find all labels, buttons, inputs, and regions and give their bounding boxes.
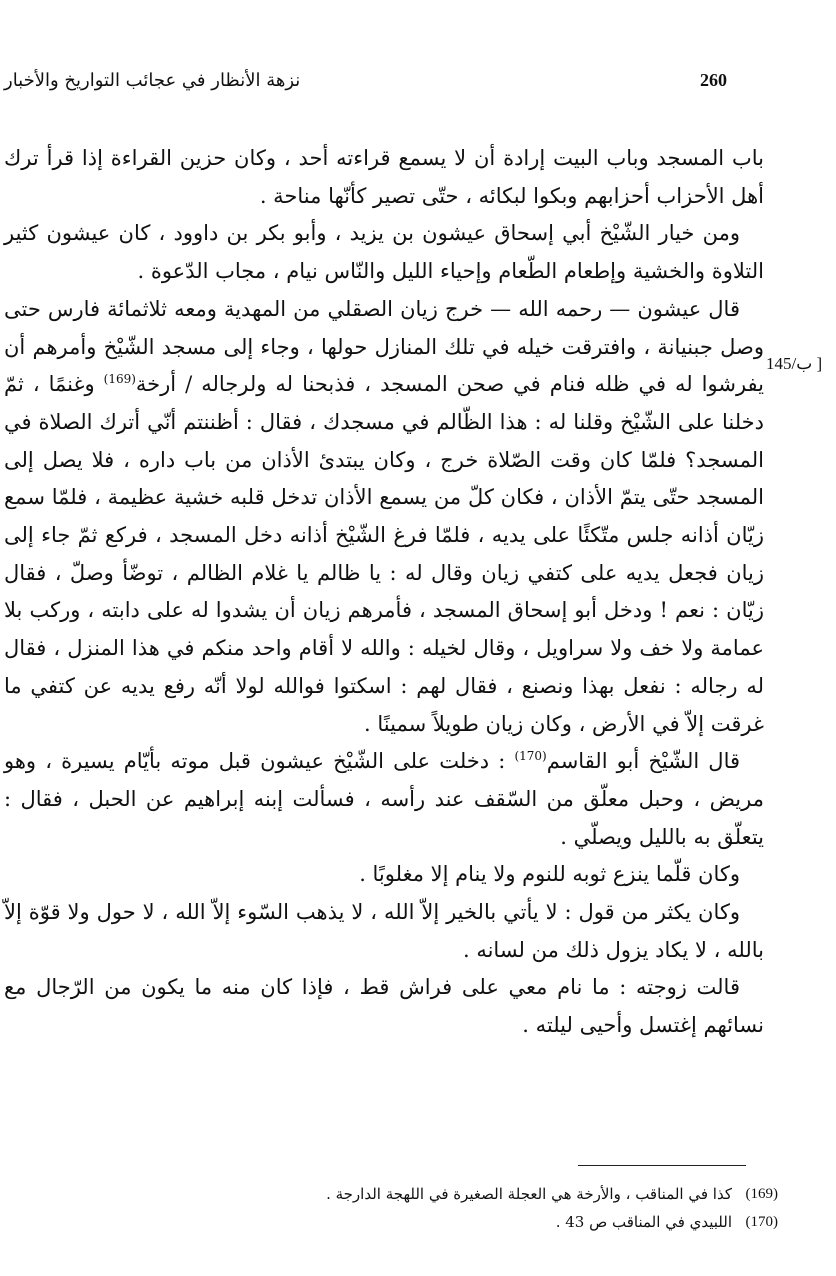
footnote-text: كذا في المناقب ، والأرخة هي العجلة الصغيرة في اللهجة الدارجة . (326, 1185, 732, 1203)
text-line: فقال : يتعلّق به بالليل ويصلّي . (4, 786, 764, 849)
text-line: رفع يديه عن كتفي ما غرقت إلاّ في الأرض ، وكان زيان طويلاً سمينًا . (4, 673, 764, 736)
footnote-170 (200, 1208, 778, 1236)
text-line: كثير التلاوة والخشية وإطعام الطّعام وإحياء الليل والنّاس نيام ، مجاب الدّعوة . (4, 221, 764, 284)
footnote-ref-170: (170) (514, 749, 547, 764)
text-line: نسائهم إغتسل وأحيى ليلته . (522, 1013, 764, 1038)
page-number: 260 (700, 70, 727, 90)
text-line: قالت زوجته : ما نام معي على فراش قط ، فإذا كان منه ما يكون من الرّجال مع (4, 975, 740, 1000)
text-line: في هذا المنزل ، فقال له رجاله : نفعل بهذا ونصنع ، فقال لهم : اسكتوا فوالله لولا أنّه (4, 636, 764, 698)
running-header-title: نزهة الأنظار في عجائب التواريخ والأخبار (4, 70, 301, 91)
footnote-number: (169) (745, 1186, 778, 1202)
text-line: قال الشّيْخ أبو القاسم (546, 749, 741, 774)
footnote-text: اللبيدي في المناقب ص 43 . (555, 1213, 732, 1231)
margin-folio-note: 145/ب ] (766, 354, 823, 373)
paragraph-2 (4, 215, 764, 290)
text-line: ثمّ جاء إلى زيان فجعل يديه على كتفي زيان وقال له : يا ظالم يا غلام الظالم ، توضّأ (4, 523, 764, 585)
text-line: وكان قلّما ينزع ثوبه للنوم ولا ينام إلا مغلوبًا . (359, 862, 740, 887)
body-text (4, 140, 764, 1045)
text-line: يفرشوا له في ظله فنام في صحن المسجد ، فذبحنا له ولرجاله / أرخة (135, 372, 765, 397)
text-line: : دخلت على الشّيْخ عيشون قبل موته بأيّام يسيرة ، (45, 749, 515, 774)
text-line: قال عيشون — رحمه الله — خرج زيان الصقلي من المهدية ومعه ثلاثمائة فارس حتى (4, 296, 740, 321)
footnotes (200, 1180, 778, 1236)
text-line: وصلّ ، فقال زيّان : نعم ! ودخل أبو إسحاق المسجد ، فأمرهم زيان أن يشدوا له على (4, 560, 764, 623)
footnote-divider (578, 1165, 746, 1166)
paragraph-1 (4, 140, 764, 215)
text-line: ومن خيار الشّيْخ أبي إسحاق عيشون بن يزيد ، وأبو بكر بن داوود ، كان عيشون (46, 221, 740, 246)
text-line: وغنمًا ، ثمّ (4, 372, 104, 397)
text-line: إلى المسجد حتّى يتمّ الأذان ، فكان كلّ من يسمع الأذان تدخل قلبه خشية عظيمة ، (4, 447, 764, 510)
text-line: وصل جبنيانة ، وافترقت خيله في تلك المنازل حولها ، وجاء إلى مسجد الشّيْخ وأمرهم أن (4, 334, 764, 359)
footnote-ref-169: (169) (103, 372, 136, 387)
text-line: وهو مريض ، وحبل معلّق من السّقف عند رأسه ، فسألت إبنه إبراهيم عن الحبل ، (4, 749, 764, 811)
footnote-number: (170) (745, 1214, 778, 1230)
paragraph-6 (4, 894, 764, 969)
paragraph-7 (4, 969, 764, 1044)
text-line: وكان يكثر من قول : لا يأتي بالخير إلاّ الله ، لا يذهب السّوء إلاّ الله ، لا حول (96, 900, 740, 925)
paragraph-3 (4, 291, 764, 743)
text-line: ولا قوّة إلاّ بالله ، لا يكاد يزول ذلك من لسانه . (4, 900, 764, 962)
text-line: المسجد؟ فلمّا كان وقت الصّلاة خرج ، وكان يبتدئ الأذان من باب داره ، فلا يصل (42, 447, 764, 472)
text-line: دخلنا على الشّيْخ وقلنا له : هذا الظّالم في مسجدك ، فقال : أظننتم أنّي أترك الصلاة في (4, 409, 764, 434)
text-line: باب المسجد وباب البيت إرادة أن لا يسمع قراءته أحد ، وكان حزين القراءة إذا قرأ (46, 146, 764, 170)
paragraph-5 (4, 856, 764, 894)
footnote-169 (200, 1180, 778, 1208)
text-line: ترك أهل الأحزاب أحزابهم وبكوا لبكائه ، حتّى تصير كأنّها مناحة . (4, 146, 764, 208)
text-line: دابته ، وركب بلا عمامة ولا خف ولا سراويل ، وقال لخيله : والله لا أقام واحد منكم (4, 598, 764, 661)
text-line: فلمّا سمع زيّان أذانه جلس متّكئًا على يديه ، فلمّا فرغ الشّيْخ أذانه دخل المسجد ، فركع (4, 485, 764, 548)
paragraph-4 (4, 743, 764, 856)
